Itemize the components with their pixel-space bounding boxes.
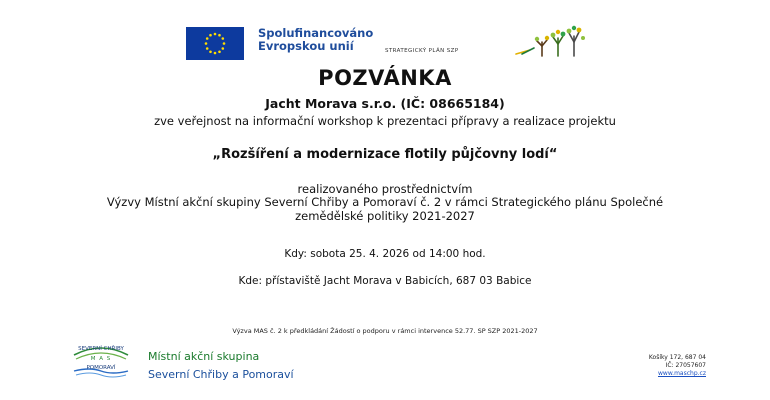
eu-text-line1: Spolufinancováno: [258, 26, 374, 40]
call-line-1: Výzvy Místní akční skupiny Severní Chřiby a Pomoraví č. 2 v rámci Strategického plánu Společné: [106, 195, 664, 209]
mas-logo-line1: SEVERNÍ CHŘIBY: [78, 346, 124, 352]
mas-logo-line2: M A S: [90, 356, 112, 362]
mas-name-line1: Místní akční skupina: [148, 350, 260, 363]
eu-flag-logo: [186, 27, 244, 60]
mas-logo-line3: POMORAVÍ: [86, 365, 116, 371]
eu-cofinanced-text: [258, 27, 373, 53]
call-line-2: zemědělské politiky 2021-2027: [295, 209, 475, 223]
project-name: „Rozšíření a modernizace flotily půjčovny lodí“: [212, 147, 558, 162]
eu-text-line2: Evropskou unií: [258, 39, 354, 53]
company-line: Jacht Morava s.r.o. (IČ: 08665184): [265, 96, 505, 111]
event-location: Kde: přístaviště Jacht Morava v Babicích, 687 03 Babice: [238, 275, 532, 287]
eu-stars-icon: [186, 27, 244, 60]
realized-line: realizovaného prostřednictvím: [297, 182, 473, 196]
szp-label: STRATEGICKÝ PLÁN SZP: [385, 48, 459, 54]
contact-web-link[interactable]: www.maschp.cz: [658, 370, 706, 377]
page-title: POZVÁNKA: [318, 66, 452, 90]
szp-plants-logo-icon: [508, 24, 590, 58]
footnote: Výzva MAS č. 2 k předkládání Žádostí o podporu v rámci intervence 52.77. SP SZP 2021-2027: [232, 327, 538, 335]
contact-ic: IČ: 27057607: [665, 362, 706, 369]
invite-line: zve veřejnost na informační workshop k prezentaci přípravy a realizace projektu: [154, 114, 616, 128]
contact-address: Košíky 172, 687 04: [648, 354, 706, 361]
event-date: Kdy: sobota 25. 4. 2026 od 14:00 hod.: [284, 248, 486, 260]
mas-name-line2: Severní Chřiby a Pomoraví: [148, 368, 294, 381]
